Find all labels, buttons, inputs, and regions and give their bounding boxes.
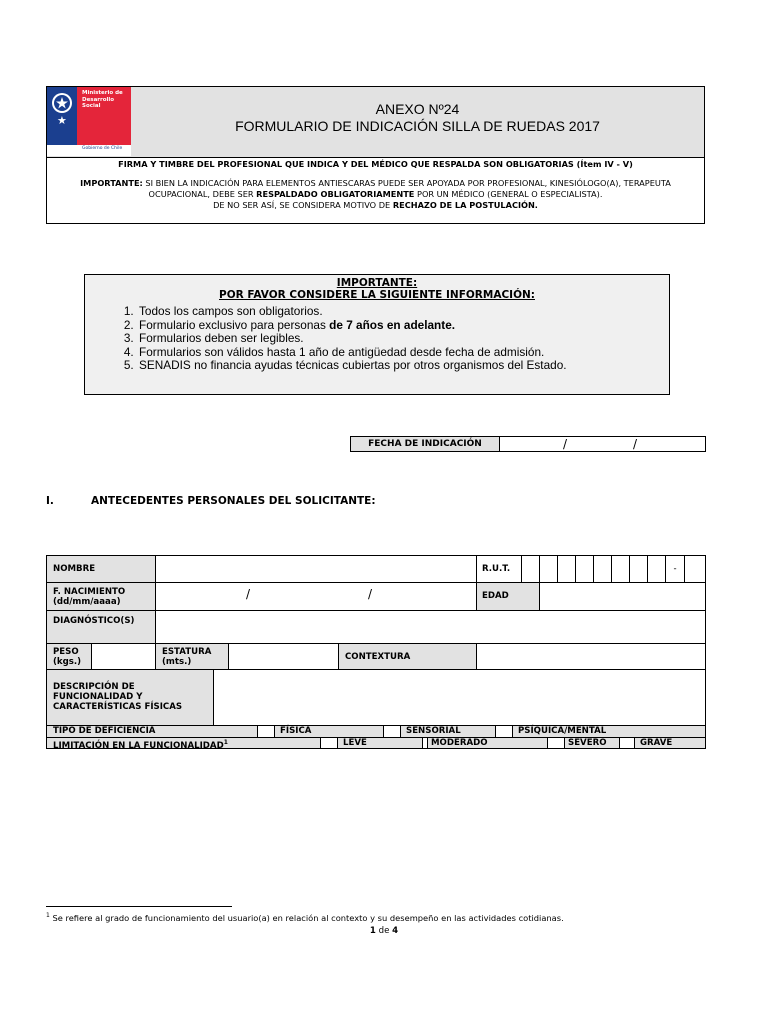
form-header: [46, 86, 705, 224]
rut-label: R.U.T.: [476, 555, 522, 583]
diagnostico-field[interactable]: [155, 610, 706, 644]
grave-checkbox[interactable]: [619, 737, 635, 749]
rut-dash: -: [665, 555, 685, 583]
date-separator: /: [633, 437, 638, 451]
list-item: 2. Formulario exclusivo para personas de 7 años en adelante.: [137, 319, 567, 333]
nombre-label: NOMBRE: [46, 555, 156, 583]
header-notices: [47, 158, 704, 211]
peso-field[interactable]: [91, 643, 156, 670]
grave-label: GRAVE: [634, 737, 706, 749]
rut-digit-field[interactable]: [593, 555, 612, 583]
footnote-divider: [46, 906, 232, 907]
fecha-field[interactable]: [499, 436, 706, 452]
list-item: 3. Formularios deben ser legibles.: [137, 332, 567, 346]
section-title: ANTECEDENTES PERSONALES DEL SOLICITANTE:: [91, 495, 376, 507]
limitacion-label: LIMITACIÓN EN LA FUNCIONALIDAD$^1$: [46, 737, 321, 749]
edad-label: EDAD: [476, 582, 540, 611]
rut-digit-field[interactable]: [521, 555, 540, 583]
info-list: [103, 305, 567, 373]
rejection-notice: DE NO SER ASÍ, SE CONSIDERA MOTIVO DE RECHAZO DE LA POSTULACIÓN.: [213, 200, 538, 210]
descripcion-label: DESCRIPCIÓN DE FUNCIONALIDAD Y CARACTERÍSTICAS FÍSICAS: [46, 669, 214, 726]
date-separator: /: [563, 437, 568, 451]
estatura-field[interactable]: [228, 643, 339, 670]
ministry-logo: [47, 87, 131, 156]
rut-digit-field[interactable]: [611, 555, 630, 583]
info-box-subtitle: POR FAVOR CONSIDERE LA SIGUIENTE INFORMACIÓN:: [219, 289, 535, 301]
annex-number: ANEXO Nº24: [375, 101, 460, 117]
rut-digit-field[interactable]: [647, 555, 666, 583]
list-item: 5. SENADIS no financia ayudas técnicas cubiertas por otros organismos del Estado.: [137, 359, 567, 373]
tipo-deficiencia-label: TIPO DE DEFICIENCIA: [46, 725, 258, 738]
fecha-label: FECHA DE INDICACIÓN: [350, 436, 500, 452]
contextura-label: CONTEXTURA: [338, 643, 477, 670]
header-title-band: [47, 87, 704, 158]
estatura-label: ESTATURA (mts.): [155, 643, 229, 670]
fisica-label: FÍSICA: [274, 725, 384, 738]
signature-notice: FIRMA Y TIMBRE DEL PROFESIONAL QUE INDICA Y DEL MÉDICO QUE RESPALDA SON OBLIGATORIAS (Ítem IV - V): [118, 159, 633, 169]
footnote: $^1$ Se refiere al grado de funcionamiento del usuario(a) en relación al contexto y su desempeño en las actividades cotidianas.: [46, 912, 564, 923]
info-box-title: IMPORTANTE:: [336, 277, 418, 289]
rut-digit-field[interactable]: [539, 555, 558, 583]
moderado-label: MODERADO: [427, 737, 548, 749]
contextura-field[interactable]: [476, 643, 706, 670]
rut-digit-field[interactable]: [575, 555, 594, 583]
logo-text: Ministerio de Desarrollo Social: [82, 90, 123, 109]
list-item: 1. Todos los campos son obligatorios.: [137, 305, 567, 319]
nacimiento-field[interactable]: [155, 582, 477, 611]
leve-checkbox[interactable]: [320, 737, 338, 749]
nombre-field[interactable]: [155, 555, 477, 583]
date-separator: /: [246, 587, 251, 601]
psiquica-label: PSÍQUICA/MENTAL: [512, 725, 706, 738]
edad-field[interactable]: [539, 582, 706, 611]
section-number: I.: [46, 495, 54, 507]
severo-label: SEVERO: [564, 737, 620, 749]
sensorial-label: SENSORIAL: [400, 725, 496, 738]
logo-footer: Gobierno de Chile: [82, 146, 123, 151]
descripcion-field[interactable]: [213, 669, 706, 726]
severo-checkbox[interactable]: [547, 737, 565, 749]
rut-digit-field[interactable]: [557, 555, 576, 583]
rut-check-digit-field[interactable]: [684, 555, 706, 583]
rut-digit-field[interactable]: [629, 555, 648, 583]
star-icon: ★: [57, 114, 67, 127]
peso-label: PESO (kgs.): [46, 643, 92, 670]
nacimiento-label: F. NACIMIENTO (dd/mm/aaaa): [46, 582, 156, 611]
page-number: 1 de 4: [369, 926, 399, 936]
form-title: FORMULARIO DE INDICACIÓN SILLA DE RUEDAS 2017: [235, 118, 600, 134]
info-box: [84, 274, 670, 395]
list-item: 4. Formularios son válidos hasta 1 año de antigüedad desde fecha de admisión.: [137, 346, 567, 360]
coat-of-arms-icon: [52, 93, 72, 113]
diagnostico-label: DIAGNÓSTICO(S): [46, 610, 156, 644]
date-separator: /: [368, 587, 373, 601]
important-notice: IMPORTANTE: SI BIEN LA INDICACIÓN PARA ELEMENTOS ANTIESCARAS PUEDE SER APOYADA POR PROFESIONAL, KINESIÓLOGO(A), TERAPEUTA OCUPACIONAL, DEBE SER RESPALDADO OBLIGATORIAMENTE POR UN MÉDICO (GENERAL O ESPECIALISTA).: [80, 178, 671, 199]
leve-label: LEVE: [337, 737, 423, 749]
